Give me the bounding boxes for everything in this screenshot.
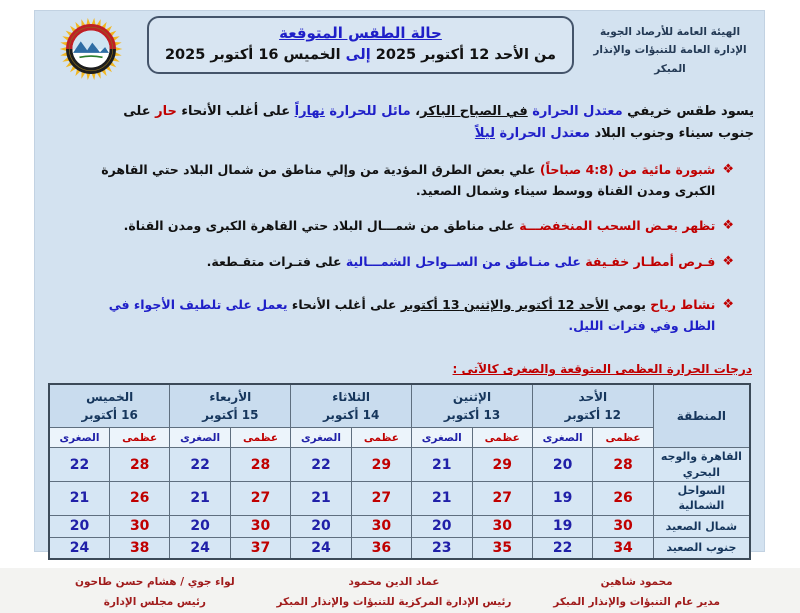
min-temp-value: 24 xyxy=(170,537,230,559)
signature-block xyxy=(276,573,511,613)
text-segment: معتدل الحرارة xyxy=(494,126,590,142)
text-segment: على مناطق من شمـــال البلاد حتي القاهرة الكبرى ومدن القناة. xyxy=(123,218,520,234)
table-row xyxy=(49,448,750,482)
column-header-day xyxy=(49,384,170,428)
text-segment: نهاراً xyxy=(294,104,325,119)
text-segment: على أغلب الأنحاء xyxy=(287,297,401,313)
text-segment: مائل للحرارة xyxy=(324,104,411,119)
bullet-text xyxy=(75,160,715,201)
min-temp-value: 21 xyxy=(170,482,230,516)
min-temp-value: 24 xyxy=(49,537,109,559)
authority-line2: الإدارة العامة للتنبؤات والإنذار المبكر xyxy=(593,44,747,75)
max-temp-value: 30 xyxy=(593,515,653,537)
min-temp-value: 20 xyxy=(170,515,230,537)
day-header-label: 13 أكتوبر xyxy=(443,408,501,423)
column-header-day xyxy=(412,384,533,428)
column-header-day xyxy=(532,384,653,428)
day-header-label: الإثنين xyxy=(452,390,492,405)
bulletin-panel xyxy=(34,10,765,609)
text-segment: على فتـرات متقـطعة. xyxy=(206,254,346,270)
signature-title: رئيس مجلس الإدارة xyxy=(103,596,206,609)
min-temp-value: 21 xyxy=(412,448,472,482)
text-segment: علي بعض الطرق المؤدية من وإلي مناطق من شمال البلاد حتي القاهرة الكبرى ومدن القناة ووسط سيناء وشمال الصعيد. xyxy=(101,162,716,198)
min-temp-value: 20 xyxy=(532,448,592,482)
max-temp-value: 26 xyxy=(593,482,653,516)
min-temp-value: 21 xyxy=(412,482,472,516)
max-temp-value: 38 xyxy=(109,537,169,559)
bullet-diamond-icon: ❖ xyxy=(722,162,734,178)
subheader-min: الصغرى xyxy=(291,428,351,448)
min-temp-value: 22 xyxy=(170,448,230,482)
min-temp-value: 20 xyxy=(412,515,472,537)
text-segment: معتدل الحرارة xyxy=(527,104,623,119)
region-name: القاهرة والوجه البحري xyxy=(653,448,750,482)
header-row xyxy=(35,11,764,81)
min-temp-value: 23 xyxy=(412,537,472,559)
text-segment: على منـاطق من الســواحل الشمـــالية xyxy=(345,254,586,270)
text-segment: في الصباح الباكر xyxy=(420,104,528,119)
subheader-max: عظمى xyxy=(230,428,290,448)
signature-row xyxy=(35,560,764,613)
forecast-bullet xyxy=(35,295,764,336)
report-title-box xyxy=(147,16,574,74)
bullet-diamond-icon: ❖ xyxy=(722,254,734,270)
text-segment: شبورة مائية من (4:8 صباحاً) xyxy=(539,162,716,178)
forecast-bullet xyxy=(35,252,764,273)
subheader-max: عظمى xyxy=(109,428,169,448)
max-temp-value: 37 xyxy=(230,537,290,559)
min-temp-value: 20 xyxy=(49,515,109,537)
temperatures-table-head xyxy=(49,384,750,448)
subheader-max: عظمى xyxy=(593,428,653,448)
day-header-label: 15 أكتوبر xyxy=(202,408,259,423)
signature-block xyxy=(553,573,720,613)
max-temp-value: 29 xyxy=(472,448,532,482)
temperatures-table-body xyxy=(49,448,750,560)
text-segment: ، xyxy=(410,104,421,119)
date-to-word: إلى xyxy=(345,46,371,63)
subheader-max: عظمى xyxy=(472,428,532,448)
max-temp-value: 30 xyxy=(230,515,290,537)
subheader-min: الصغرى xyxy=(412,428,472,448)
forecast-bullet xyxy=(35,216,764,237)
day-header-label: الأربعاء xyxy=(209,390,252,405)
max-temp-value: 29 xyxy=(351,448,411,482)
day-header-label: 14 أكتوبر xyxy=(322,408,380,423)
text-segment: على أغلب الأنحاء xyxy=(176,104,295,119)
max-temp-value: 28 xyxy=(230,448,290,482)
min-temp-value: 22 xyxy=(532,537,592,559)
text-segment: فـرص أمطـار خفـيفة xyxy=(585,254,716,270)
text-segment: نشاط رياح xyxy=(650,297,716,313)
authority-logo xyxy=(45,13,137,81)
table-title: درجات الحرارة العظمى المتوقعة والصغرى كالآتى : xyxy=(452,362,752,377)
min-temp-value: 19 xyxy=(532,515,592,537)
table-row xyxy=(49,537,750,559)
min-temp-value: 24 xyxy=(291,537,351,559)
min-temp-value: 20 xyxy=(291,515,351,537)
day-header-label: الثلاثاء xyxy=(332,390,371,405)
subheader-min: الصغرى xyxy=(170,428,230,448)
forecast-bullet xyxy=(35,160,764,201)
region-name: جنوب الصعيد xyxy=(653,537,750,559)
bullet-text xyxy=(207,252,716,273)
signature-name: عماد الدين محمود xyxy=(348,576,440,589)
column-header-region: المنطقة xyxy=(653,384,750,448)
temperatures-table xyxy=(48,383,751,560)
min-temp-value: 19 xyxy=(532,482,592,516)
min-temp-value: 22 xyxy=(291,448,351,482)
date-rest: الخميس 16 أكتوبر 2025 xyxy=(164,46,346,63)
column-header-day xyxy=(291,384,412,428)
intro-paragraph xyxy=(90,101,754,145)
table-row xyxy=(49,482,750,516)
max-temp-value: 28 xyxy=(109,448,169,482)
subheader-min: الصغرى xyxy=(49,428,109,448)
text-segment: الأحد 12 أكتوبر والإثنين 13 أكتوبر xyxy=(400,297,609,313)
subheader-min: الصغرى xyxy=(532,428,592,448)
min-temp-value: 22 xyxy=(49,448,109,482)
day-header-label: الخميس xyxy=(86,390,134,405)
text-segment: تظهر بعـض السحب المنخفضـــة xyxy=(519,218,716,234)
column-header-day xyxy=(170,384,291,428)
date-from: من الأحد 12 أكتوبر 2025 xyxy=(370,46,557,63)
report-date-range xyxy=(157,45,564,66)
text-segment: ليلاً xyxy=(474,126,495,142)
table-row xyxy=(49,515,750,537)
report-title: حالة الطقس المتوقعة xyxy=(279,24,442,42)
text-segment: على جنوب سيناء وجنوب البلاد xyxy=(123,104,754,142)
min-temp-value: 21 xyxy=(49,482,109,516)
text-segment: حار xyxy=(155,104,177,119)
max-temp-value: 30 xyxy=(472,515,532,537)
max-temp-value: 27 xyxy=(351,482,411,516)
day-header-label: 16 أكتوبر xyxy=(81,408,138,423)
min-temp-value: 21 xyxy=(291,482,351,516)
subheader-max: عظمى xyxy=(351,428,411,448)
region-name: شمال الصعيد xyxy=(653,515,750,537)
bullet-diamond-icon: ❖ xyxy=(722,218,734,234)
signature-block xyxy=(75,573,235,613)
max-temp-value: 34 xyxy=(593,537,653,559)
max-temp-value: 26 xyxy=(109,482,169,516)
text-segment: يومي xyxy=(608,297,651,313)
text-segment: يسود طقس خريفي xyxy=(622,104,754,119)
max-temp-value: 30 xyxy=(351,515,411,537)
signature-title: مدير عام التنبؤات والإنذار المبكر xyxy=(553,596,720,609)
max-temp-value: 27 xyxy=(230,482,290,516)
max-temp-value: 30 xyxy=(109,515,169,537)
text-segment: يعمل على تلطيف الأجواء في الظل وفي فترات الليل. xyxy=(108,297,716,333)
max-temp-value: 28 xyxy=(593,448,653,482)
signature-name: محمود شاهين xyxy=(600,576,673,589)
max-temp-value: 36 xyxy=(351,537,411,559)
day-header-label: الأحد xyxy=(578,390,608,405)
authority-name-block xyxy=(582,13,758,78)
sun-emblem-icon xyxy=(59,17,123,81)
bullet-text xyxy=(124,216,716,237)
day-header-label: 12 أكتوبر xyxy=(564,408,622,423)
forecast-bullets xyxy=(35,160,764,336)
region-name: السواحل الشمالية xyxy=(653,482,750,516)
signature-name: لواء جوي / هشام حسن طاحون xyxy=(75,576,235,589)
max-temp-value: 27 xyxy=(472,482,532,516)
signature-title: رئيس الإدارة المركزية للتنبؤات والإنذار المبكر xyxy=(276,596,512,609)
max-temp-value: 35 xyxy=(472,537,532,559)
bullet-text xyxy=(75,295,715,336)
bullet-diamond-icon: ❖ xyxy=(722,297,734,313)
authority-line1: الهيئة العامة للأرصاد الجوية xyxy=(599,26,741,38)
